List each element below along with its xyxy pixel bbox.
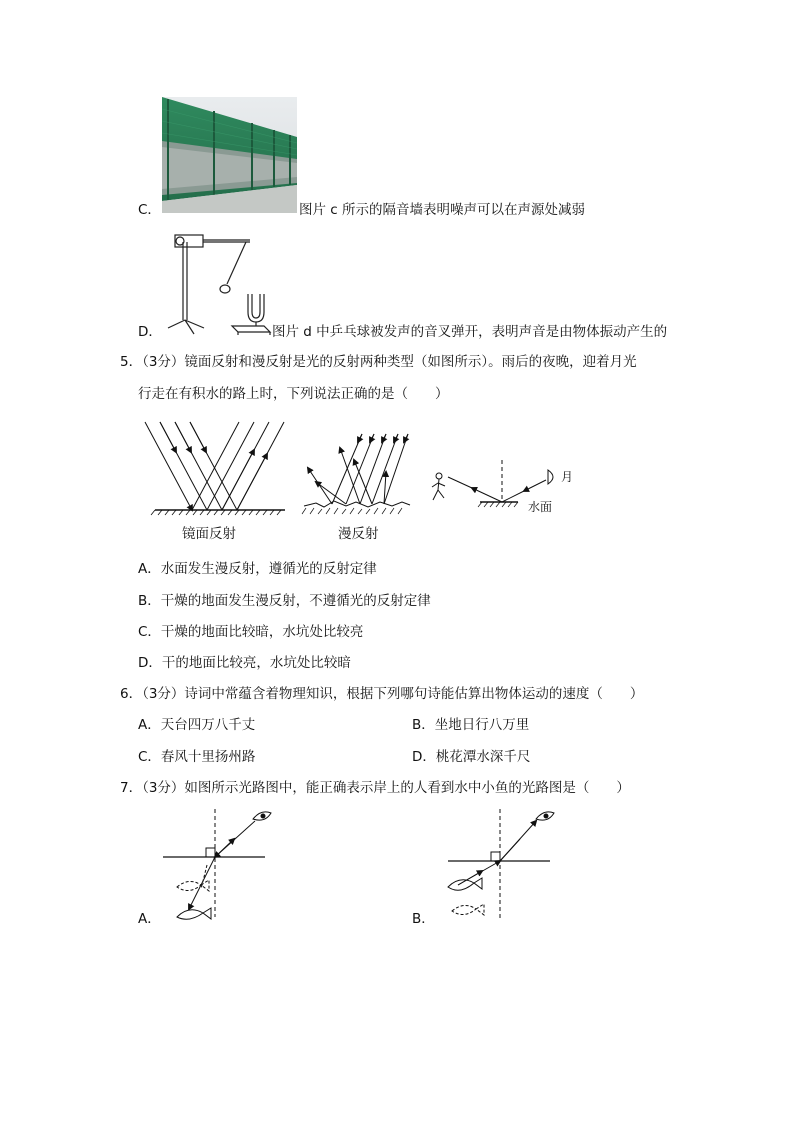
- noise-barrier-photo: [162, 97, 297, 213]
- q6-option-a: A．天台四万八千丈: [138, 717, 256, 733]
- mirror-reflection-diagram: [150, 420, 290, 515]
- q5-stem-line2: 行走在有积水的路上时，下列说法正确的是（ ）: [138, 386, 449, 402]
- q6-stem: 6．（3分）诗词中常蕴含着物理知识，根据下列哪句诗能估算出物体运动的速度（ ）: [120, 686, 644, 702]
- q7-option-b: B．: [412, 911, 435, 927]
- q6-option-d: D．桃花潭水深千尺: [412, 749, 531, 765]
- q5-option-b: B．干燥的地面发生漫反射，不遵循光的反射定律: [138, 593, 431, 609]
- q5-stem-line1: 5．（3分）镜面反射和漫反射是光的反射两种类型（如图所示）。雨后的夜晚，迎着月光: [120, 354, 637, 370]
- q4-option-d-letter: D．: [138, 324, 162, 340]
- mirror-reflection-caption: 镜面反射: [182, 526, 236, 542]
- diffuse-reflection-caption: 漫反射: [338, 526, 379, 542]
- q7-stem: 7．（3分）如图所示光路图中，能正确表示岸上的人看到水中小鱼的光路图是（ ）: [120, 780, 630, 796]
- fish-light-path-b: [440, 805, 560, 925]
- q5-option-c: C．干燥的地面比较暗，水坑处比较亮: [138, 624, 364, 640]
- diffuse-reflection-diagram: [302, 432, 412, 517]
- q4-option-c-text: 图片 c 所示的隔音墙表明噪声可以在声源处减弱: [299, 202, 586, 218]
- q4-option-c-letter: C．: [138, 202, 161, 218]
- q5-option-a: A．水面发生漫反射，遵循光的反射定律: [138, 561, 377, 577]
- fish-light-path-a: [155, 805, 275, 925]
- q6-option-b: B．坐地日行八万里: [412, 717, 530, 733]
- q4-option-d-text: 图片 d 中乒乓球被发声的音叉弹开，表明声音是由物体振动产生的: [272, 324, 668, 340]
- q6-option-c: C．春风十里扬州路: [138, 749, 256, 765]
- water-surface-label: 水面: [528, 500, 553, 514]
- moon-label: 月: [561, 470, 574, 484]
- q5-option-d: D．干的地面比较亮，水坑处比较暗: [138, 655, 351, 671]
- q7-option-a: A．: [138, 911, 161, 927]
- tuning-fork-figure: [160, 232, 270, 337]
